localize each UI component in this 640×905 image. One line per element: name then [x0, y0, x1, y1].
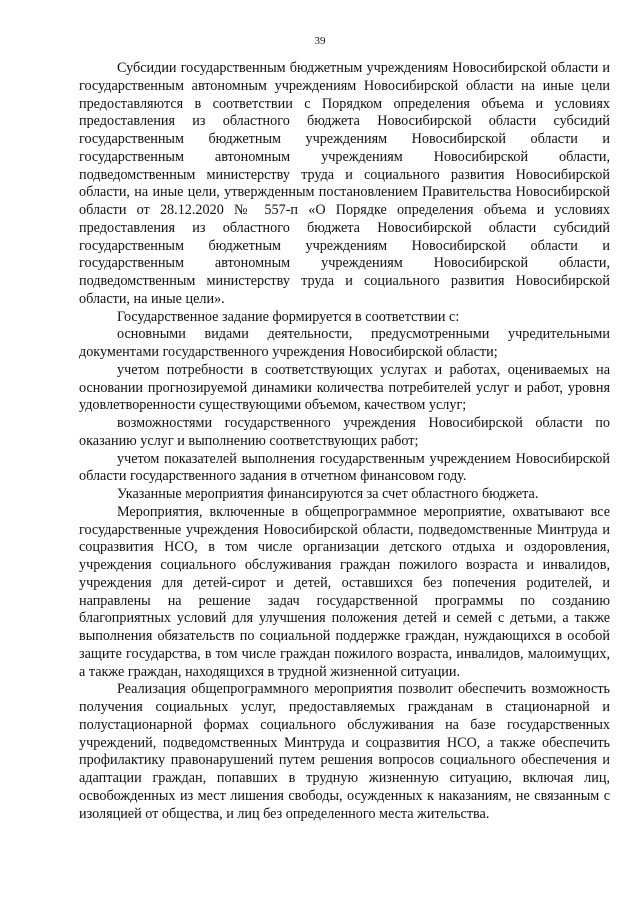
paragraph-subsidies: Субсидии государственным бюджетным учреждениям Новосибирской области и государственным автономным учреждениям Новосибирской области на иные цели предоставляются в соответствии с Порядком определения объема и условиях предоставления из областного бюджета Новосибирской области субсидий государственным бюджетным учреждениям Новосибирской области и государственным автономным учреждениям Новосибирской области, подведомственным министерству труда и социального развития Новосибирской области, на иные цели, утвержденным постановлением Правительства Новосибирской области от 28.12.2020 № 557-п «О Порядке определения объема и условиях предоставления из областного бюджета Новосибирской области субсидий государственным бюджетным учреждениям Новосибирской области и государственным автономным учреждениям Новосибирской области, подведомственным министерству труда и социального развития Новосибирской области, на иные цели».: [79, 60, 610, 307]
paragraph-main-activities: основными видами деятельности, предусмотренными учредительными документами государственного учреждения Новосибирской области;: [79, 326, 610, 360]
paragraph-demand: учетом потребности в соответствующих услугах и работах, оцениваемых на основании прогнозируемой динамики количества потребителей услуг и работ, уровня удовлетворенности существующими объемом, качеством услуг;: [79, 361, 610, 414]
paragraph-activities-scope: Мероприятия, включенные в общепрограммное мероприятие, охватывают все государственные учреждения Новосибирской области, подведомственные Минтруда и соцразвития НСО, в том числе организации детского отдыха и оздоровления, учреждения социального обслуживания граждан пожилого возраста и инвалидов, учреждения для детей-сирот и детей, оставшихся без попечения родителей, и направлены на решение задач государственной программы по созданию благоприятных условий для улучшения положения детей и семей с детьми, а также выполнения обязательств по социальной поддержке граждан, нуждающихся в особой защите государства, в том числе граждан пожилого возраста, инвалидов, малоимущих, а также граждан, находящихся в трудной жизненной ситуации.: [79, 503, 610, 680]
paragraph-financing: Указанные мероприятия финансируются за счет областного бюджета.: [117, 486, 539, 502]
paragraph-capabilities: возможностями государственного учреждения Новосибирской области по оказанию услуг и выполнению соответствующих работ;: [79, 415, 610, 449]
page-number: 39: [314, 35, 326, 47]
paragraph-implementation: Реализация общепрограммного мероприятия позволит обеспечить возможность получения социальных услуг, предоставляемых гражданам в стационарной и полустационарной формах социального обслуживания на базе государственных учреждений, подведомственных Минтруда и соцразвития НСО, а также обеспечить профилактику правонарушений путем решения вопросов социального обеспечения и адаптации граждан, попавших в трудную жизненную ситуацию, включая лиц, освобожденных из мест лишения свободы, осужденных к наказаниям, не связанным с изоляцией от общества, и лиц без определенного места жительства.: [79, 681, 610, 822]
paragraph-state-task-intro: Государственное задание формируется в соответствии с:: [117, 308, 460, 325]
document-body: [79, 60, 610, 823]
paragraph-performance: учетом показателей выполнения государственным учреждением Новосибирской области государственного задания в отчетном финансовом году.: [79, 450, 610, 485]
